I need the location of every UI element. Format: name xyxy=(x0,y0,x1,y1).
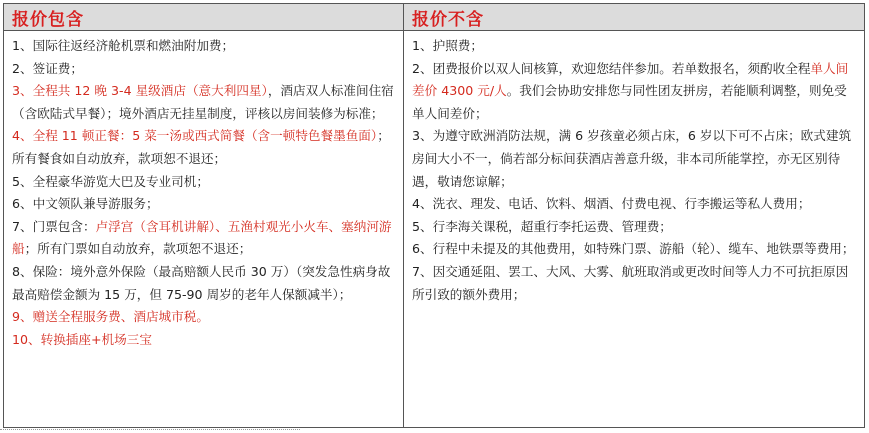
included-item-text: 1、国际往返经济舱机票和燃油附加费； xyxy=(12,38,235,53)
excluded-item xyxy=(412,58,858,126)
price-table xyxy=(3,3,865,428)
excluded-item xyxy=(412,193,858,216)
included-item xyxy=(12,58,397,81)
excluded-header xyxy=(404,4,864,31)
bottom-divider xyxy=(0,429,300,431)
included-item xyxy=(12,35,397,58)
included-column xyxy=(4,4,404,427)
included-item-text: 8、保险：境外意外保险（最高赔额人民币 30 万）（突发急性病身故最高赔偿金额为 15 万，但 75-90 周岁的老年人保额减半）； xyxy=(12,263,391,302)
excluded-item-text: 7、因交通延阻、罢工、大风、大雾、航班取消或更改时间等人力不可抗拒原因所引致的额外费用； xyxy=(412,263,849,302)
excluded-item-text: 2、团费报价以双人间核算，欢迎您结伴参加。若单数报名，须酌收全程 xyxy=(412,60,811,76)
included-item-text: 7、门票包含： xyxy=(12,218,96,234)
included-item-text: ；所有餐食如自动放弃，款项恕不退还； xyxy=(12,128,390,166)
included-item-text: ，酒店双人标准间住宿（含欧陆式早餐）；境外酒店无挂星制度，评核以房间装修为标准； xyxy=(12,83,394,121)
included-item xyxy=(12,193,397,216)
excluded-column xyxy=(404,4,864,427)
excluded-item xyxy=(412,125,858,193)
included-item-text: 3、全程共 12 晚 3-4 星级酒店（意大利四星） xyxy=(12,83,268,99)
included-item xyxy=(12,171,397,194)
included-item-text: 9、赠送全程服务费、酒店城市税。 xyxy=(12,309,209,325)
excluded-item-text: 5、行李海关课税，超重行李托运费、管理费； xyxy=(412,218,672,234)
excluded-item xyxy=(412,35,858,58)
included-item xyxy=(12,306,397,329)
included-item-text: ；所有门票如自动放弃，款项恕不退还； xyxy=(24,241,252,257)
excluded-header-label: 报价不含 xyxy=(412,9,484,30)
included-item-text: 卢浮宫（含耳机讲解）、五渔村观光小火车、塞纳河游船 xyxy=(12,218,392,257)
included-item xyxy=(12,216,397,261)
included-header-label: 报价包含 xyxy=(12,9,84,30)
included-item xyxy=(12,80,397,125)
excluded-item-text: 单人间差价 4300 元/人 xyxy=(412,60,849,99)
excluded-item-text: 。我们会协助安排您与同性团友拼房，若能顺利调整，则免受单人间差价； xyxy=(412,83,847,121)
excluded-item xyxy=(412,261,858,306)
included-item xyxy=(12,125,397,170)
excluded-item xyxy=(412,238,858,261)
included-item-text: 10、转换插座+机场三宝 xyxy=(12,331,152,347)
included-header xyxy=(4,4,403,31)
excluded-item-text: 4、洗衣、理发、电话、饮料、烟酒、付费电视、行李搬运等私人费用； xyxy=(412,196,811,212)
included-item-text: 4、全程 11 顿正餐：5 菜一汤或西式简餐（含一顿特色餐墨鱼面） xyxy=(12,128,378,144)
excluded-list xyxy=(404,31,864,306)
included-item xyxy=(12,261,397,306)
included-list xyxy=(4,31,403,351)
excluded-item-text: 3、为遵守欧洲消防法规，满 6 岁孩童必须占床，6 岁以下可不占床；欧式建筑房间大小不一，倘若部分标间获酒店善意升级，非本司所能掌控，亦无区别待遇，敬请您谅解； xyxy=(412,128,852,189)
excluded-item-text: 1、护照费； xyxy=(412,38,483,53)
included-item-text: 6、中文领队兼导游服务； xyxy=(12,196,159,212)
included-item-text: 5、全程豪华游览大巴及专业司机； xyxy=(12,173,209,189)
excluded-item xyxy=(412,216,858,239)
included-item xyxy=(12,329,397,352)
included-item-text: 2、签证费； xyxy=(12,60,83,76)
excluded-item-text: 6、行程中未提及的其他费用，如特殊门票、游船（轮）、缆车、地铁票等费用； xyxy=(412,241,855,257)
